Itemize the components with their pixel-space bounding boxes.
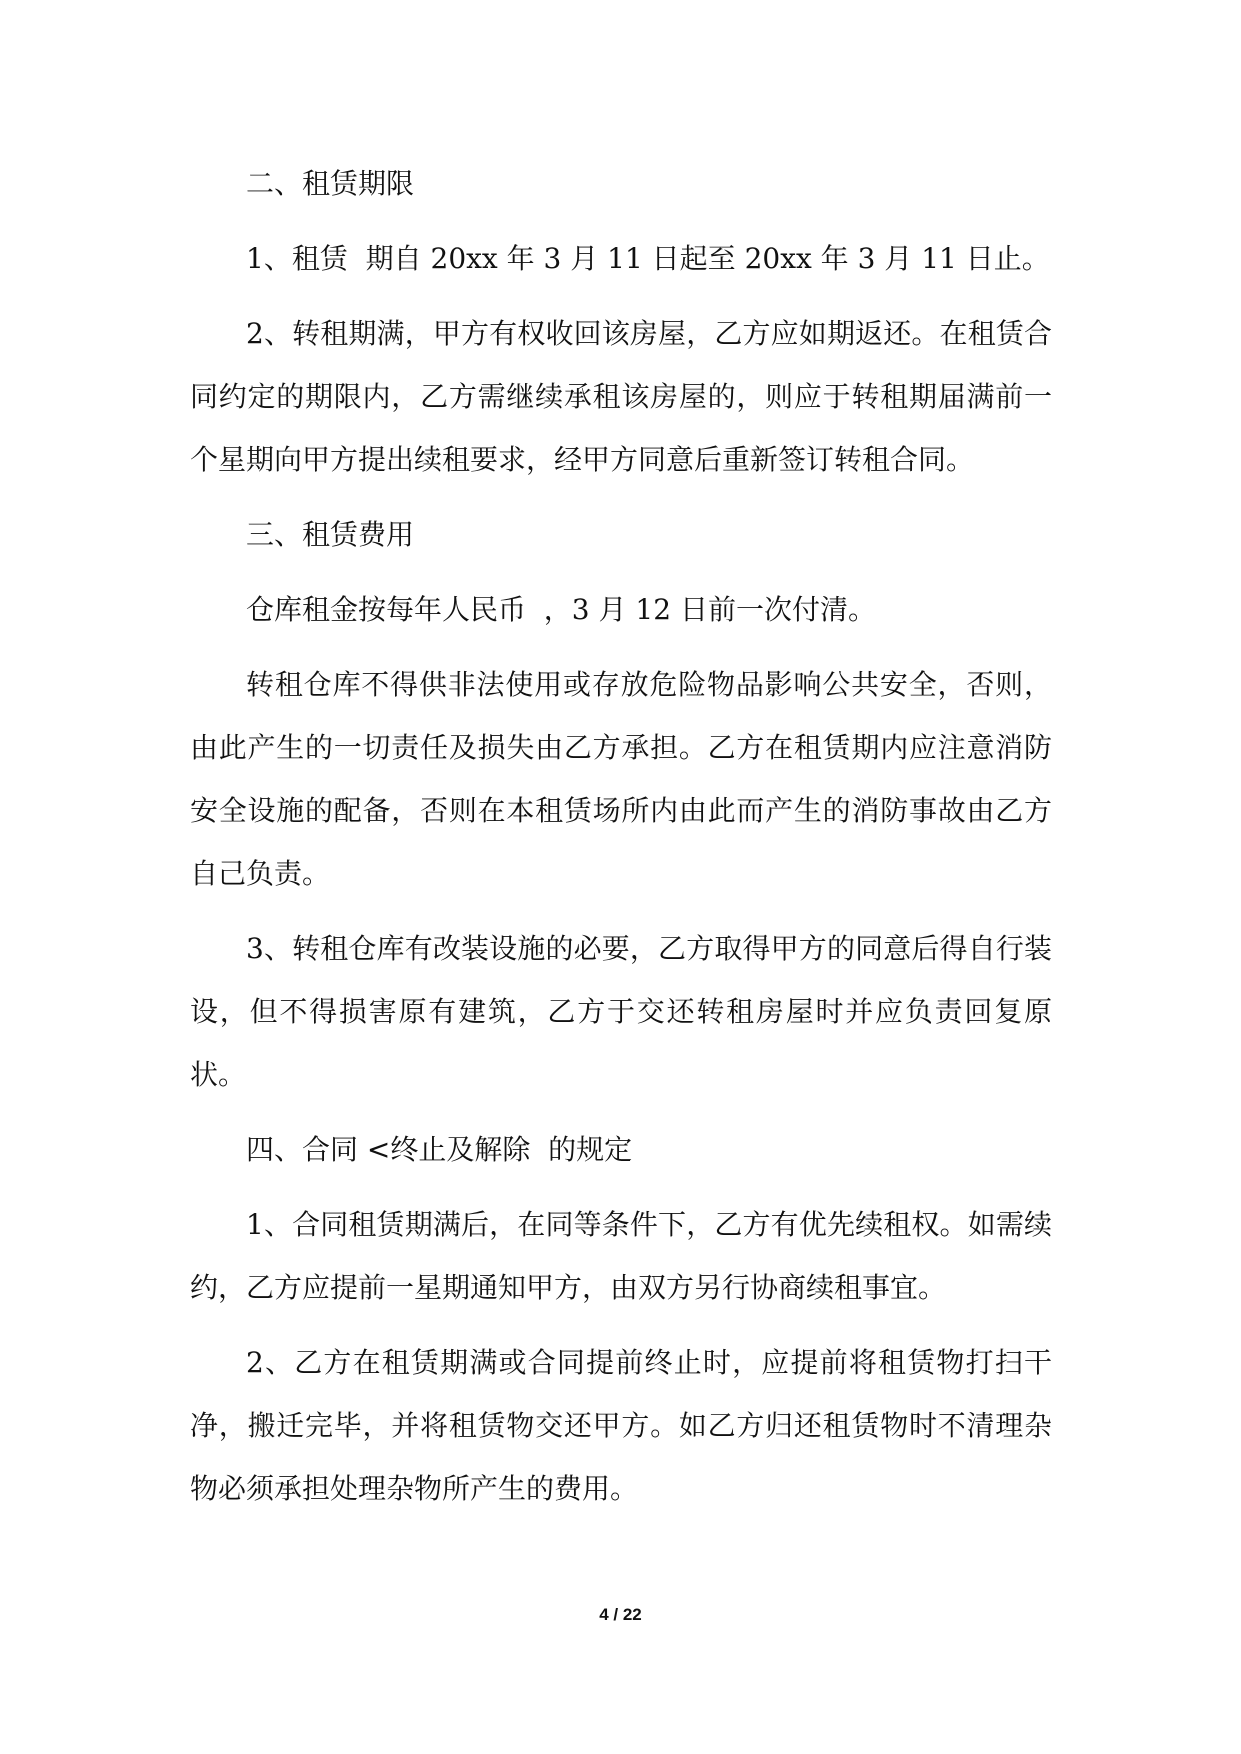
section-heading-termination: 四、合同 <终止及解除 的规定 xyxy=(246,1133,633,1166)
paragraph-warehouse-safety: 转租仓库不得供非法使用或存放危险物品影响公共安全，否则，由此产生的一切责任及损失由乙方承担。乙方在租赁期内应注意消防安全设施的配备，否则在本租赁场所内由此而产生的消防事故由乙方自己负责。 xyxy=(190,668,1052,890)
document-body xyxy=(190,152,1052,1520)
section-heading-lease-term: 二、租赁期限 xyxy=(246,167,415,200)
paragraph-modification: 3、转租仓库有改装设施的必要，乙方取得甲方的同意后得自行装设，但不得损害原有建筑，乙方于交还转租房屋时并应负责回复原状。 xyxy=(190,932,1052,1091)
paragraph-rent-payment: 仓库租金按每年人民币 ，3 月 12 日前一次付清。 xyxy=(246,593,876,626)
paragraph-renewal-priority: 1、合同租赁期满后，在同等条件下，乙方有优先续租权。如需续约，乙方应提前一星期通知甲方，由双方另行协商续租事宜。 xyxy=(190,1208,1052,1304)
page-number: 4 / 22 xyxy=(599,1605,642,1624)
paragraph-lease-period: 1、租赁 期自 20xx 年 3 月 11 日起至 20xx 年 3 月 11 日止。 xyxy=(246,242,1050,275)
paragraph-return-property: 2、乙方在租赁期满或合同提前终止时，应提前将租赁物打扫干净，搬迁完毕，并将租赁物交还甲方。如乙方归还租赁物时不清理杂物必须承担处理杂物所产生的费用。 xyxy=(190,1346,1052,1505)
paragraph-sublease-expiry: 2、转租期满，甲方有权收回该房屋，乙方应如期返还。在租赁合同约定的期限内，乙方需继续承租该房屋的，则应于转租期届满前一个星期向甲方提出续租要求，经甲方同意后重新签订转租合同。 xyxy=(190,317,1052,476)
section-heading-lease-fees: 三、租赁费用 xyxy=(246,518,415,551)
